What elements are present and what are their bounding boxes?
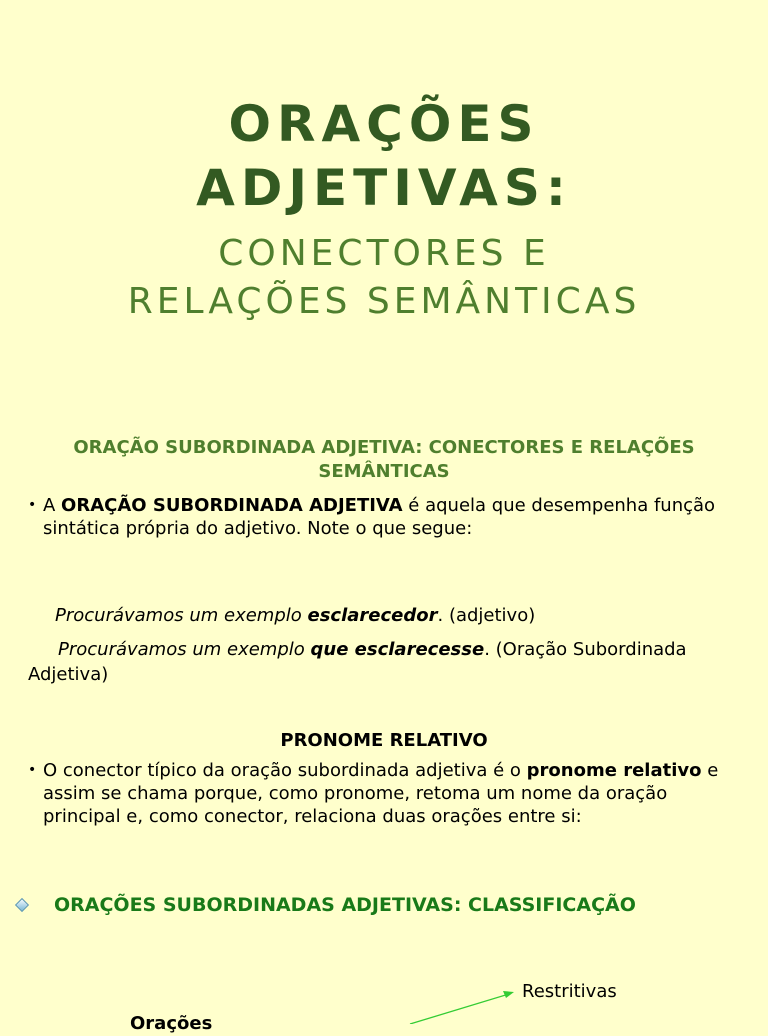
slide-title-line2: ADJETIVAS: <box>196 159 572 217</box>
section-heading-classificacao: ORAÇÕES SUBORDINADAS ADJETIVAS: CLASSIFICAÇÃO <box>54 894 636 916</box>
bullet-text: A ORAÇÃO SUBORDINADA ADJETIVA é aquela que desempenha função sintática própria do adjetivo. Note o que segue: <box>43 495 716 539</box>
section-heading-conectores: ORAÇÃO SUBORDINADA ADJETIVA: CONECTORES E RELAÇÕES SEMÂNTICAS <box>73 437 695 482</box>
slide-subtitle-line2: RELAÇÕES SEMÂNTICAS <box>127 281 641 322</box>
bullet-text: O conector típico da oração subordinada adjetiva é o pronome relativo e assim se chama porque, como pronome, retoma um nome da oração principal e, como conector, relaciona duas orações entre si: <box>43 760 719 827</box>
arrow-line <box>410 994 509 1024</box>
slide-subtitle-line1: CONECTORES E <box>218 233 550 274</box>
bullet-dot: • <box>28 762 37 778</box>
example-oracao-adjetiva: Procurávamos um exemplo que esclarecesse. (Oração Subordinada Adjetiva) <box>28 639 687 685</box>
section-heading-pronome-relativo: PRONOME RELATIVO <box>280 730 488 751</box>
diagram-label-oracoes: Orações <box>130 1013 213 1034</box>
example-adjetivo: Procurávamos um exemplo esclarecedor. (adjetivo) <box>55 605 536 626</box>
diagram-label-restritivas: Restritivas <box>522 981 617 1002</box>
arrow-head-icon <box>503 991 514 998</box>
bold-term: ORAÇÃO SUBORDINADA ADJETIVA <box>61 495 403 516</box>
bold-term: pronome relativo <box>526 760 702 781</box>
bullet-dot: • <box>28 497 37 513</box>
slide-title-line1: ORAÇÕES <box>228 95 540 153</box>
